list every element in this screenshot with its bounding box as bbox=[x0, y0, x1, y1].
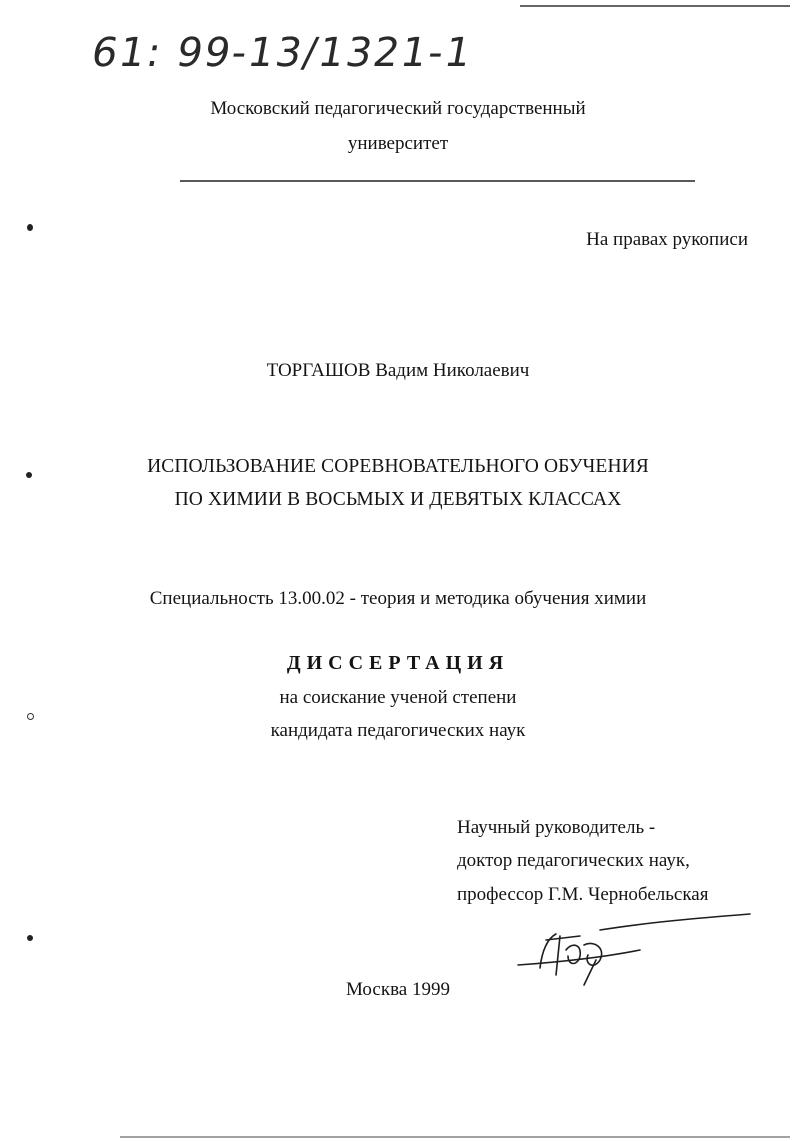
scan-speck bbox=[27, 713, 34, 720]
scan-speck bbox=[26, 472, 32, 478]
place-year: Москва 1999 bbox=[346, 979, 450, 1000]
supervisor-line3: профессор Г.М. Чернобельская bbox=[457, 884, 709, 905]
thesis-title-line1: ИСПОЛЬЗОВАНИЕ СОРЕВНОВАТЕЛЬНОГО ОБУЧЕНИЯ bbox=[147, 456, 649, 477]
specialty: Специальность 13.00.02 - теория и методика обучения химии bbox=[149, 588, 647, 609]
degree-line2: кандидата педагогических наук bbox=[270, 720, 526, 741]
supervisor-line2: доктор педагогических наук, bbox=[457, 850, 690, 871]
degree-line1: на соискание ученой степени bbox=[279, 687, 517, 708]
work-type-heading: ДИССЕРТАЦИЯ bbox=[286, 652, 510, 674]
supervisor-line1: Научный руководитель - bbox=[457, 817, 656, 838]
institution-line2: университет bbox=[347, 133, 449, 154]
archive-code: 61: 99-13/1321-1 bbox=[87, 30, 477, 76]
rights-note: На правах рукописи bbox=[586, 229, 748, 250]
institution-line1: Московский педагогический государственный bbox=[210, 98, 586, 119]
thesis-title-line2: ПО ХИМИИ В ВОСЬМЫХ И ДЕВЯТЫХ КЛАССАХ bbox=[174, 489, 622, 510]
scan-speck bbox=[27, 935, 33, 941]
signature bbox=[518, 914, 750, 985]
author-name: ТОРГАШОВ Вадим Николаевич bbox=[266, 360, 530, 381]
scan-speck bbox=[27, 224, 33, 231]
